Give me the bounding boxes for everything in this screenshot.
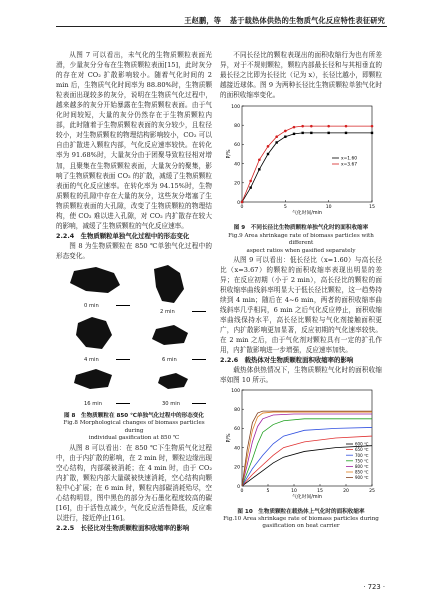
series-line xyxy=(242,411,372,486)
data-point xyxy=(249,187,251,189)
right-column xyxy=(220,50,382,531)
scale-bar xyxy=(192,403,206,404)
x-tick-label: 5 xyxy=(283,205,287,211)
x-tick-label: 25 xyxy=(369,488,375,494)
section-2-2-5: 2.2.5 长径比对生物质颗粒面积收缩率的影响 xyxy=(56,523,190,532)
y-tick-label: 0 xyxy=(237,484,240,490)
right-paragraph-1: 不同长径比的颗粒表现出的面积收缩行为也有所差异，对于不规则颗粒，颗粒内部最长径和与其相垂直的最长径之比即为长径比（记为 x），长径比越小，即颗粒越接近球体。图 9 为两种长径比生物质颗粒单独气化时的面积收缩率变化。 xyxy=(220,51,382,100)
section-2-2-4: 2.2.4 生物质颗粒单独气化过程中的形态变化 xyxy=(56,231,190,240)
x-axis-label: 气化时间/min xyxy=(292,494,322,500)
y-tick-label: 100 xyxy=(231,105,240,111)
plot-frame xyxy=(242,106,372,202)
data-point xyxy=(284,130,287,133)
data-point xyxy=(267,153,269,155)
figure-9-caption xyxy=(220,225,382,255)
fig8-caption-cn: 图 8 生物质颗粒在 850 ℃单独气化过程中的形态变化 xyxy=(63,412,205,419)
figure-8-caption xyxy=(56,413,212,443)
data-point xyxy=(327,132,329,134)
y-tick-label: 0 xyxy=(237,201,240,207)
series-line xyxy=(242,418,372,485)
legend-label: 650 ℃ xyxy=(355,446,369,452)
data-point xyxy=(301,125,304,128)
left-column xyxy=(56,50,212,533)
particle-4min xyxy=(76,317,112,349)
morph-label-5: 30 min xyxy=(162,400,181,407)
data-point xyxy=(293,133,295,135)
data-point xyxy=(284,136,286,138)
y-tick-label: 60 xyxy=(234,426,240,432)
data-point xyxy=(241,201,244,204)
legend-label: 800 ℃ xyxy=(355,463,369,469)
legend-label: 850 ℃ xyxy=(355,469,369,475)
data-point xyxy=(258,159,261,162)
series-line xyxy=(242,412,372,486)
data-point xyxy=(310,132,312,134)
left-paragraph-1: 从图 7 可以看出，未气化的生物质颗粒表面光滑，少量灰分分布在生物质颗粒表面[15]，此时灰分的存在对 CO₂ 扩散影响较小。随着气化时间的 2 min 后，生物质气化时间率为 88.80%时，生物质颗粒表面出现较多的灰分，说明在生物质气化过程中，越来越多的灰分开始暴露在生物质颗粒表面。由于气化时间较短，大量的灰分仍然存在于生物质颗粒内部，此时随着于生物质颗粒表面的灰分较少，且粒径较小，对生物质颗粒的物理结构影响较小，CO₂ 可以自由扩散进入颗粒内部，气化反应速率较快。在转化率为 91.68%时，大量灰分由于团聚导致粒径相对增加，且聚集在生物质颗粒表面，大量灰分的聚集，影响了生物质颗粒表面 CO₂ 的扩散，减缓了生物质颗粒表面的气化反应速率。在转化率为 94.15%时，生物质颗粒的孔隙中存在大量的灰分，这些灰分堵塞了生物质颗粒表面的大孔隙，改变了生物质颗粒的物理结构，使 CO₂ 难以进入孔隙，对 CO₂ 内扩散存在较大的影响，减缓了生物质颗粒的气化反应速率。 xyxy=(56,51,212,230)
series-line xyxy=(242,414,372,486)
data-point xyxy=(258,168,260,170)
data-point xyxy=(345,125,348,128)
morph-label-0: 0 min xyxy=(84,302,99,309)
fig10-caption-en-1: Fig.10 Area shrinkage rate of biomass particles during xyxy=(223,515,379,522)
y-tick-label: 80 xyxy=(234,407,240,413)
fig9-caption-cn: 图 9 不同长径比生物质颗粒单独气化时的面积收缩率 xyxy=(233,225,369,232)
running-title xyxy=(184,16,385,26)
particle-2min xyxy=(154,265,184,303)
fig10-caption-cn: 图 10 生物质颗粒在载热体上气化时的面积收缩率 xyxy=(237,508,365,515)
morph-label-2: 4 min xyxy=(84,356,99,363)
x-tick-label: 5 xyxy=(266,488,270,494)
data-point xyxy=(327,125,330,128)
x-tick-label: 10 xyxy=(325,205,332,211)
header-rule xyxy=(56,26,387,27)
scale-bar xyxy=(192,311,206,312)
figure-8-morphology-grid xyxy=(56,263,212,413)
fig9-caption-en-1: Fig.9 Area shrinkage rate of biomass particles with different xyxy=(228,232,374,247)
x-tick-label: 0 xyxy=(240,488,244,494)
header-authors: 王赵鹏，等 xyxy=(184,16,222,25)
legend-label: x=1.60 xyxy=(341,156,358,162)
y-tick-label: 20 xyxy=(234,465,240,471)
right-paragraph-2: 从图 9 可以看出：低长径比（x=1.60）与高长径比（x=3.67）的颗粒的面积收缩率表现出明显的差异；在反应初期（小于 2 min），高长径比的颗粒的面积收缩率曲线斜率明显大于低长径比颗粒，这一趋势持续到 4 min；随后在 4~6 min，两者的面积收缩率曲线斜率几乎相同，6 min 之后气化反应停止，面积收缩率曲线保持水平，高长径比颗粒与气化剂接触面积更广，内扩散影响更加显著，反应初期的气化速率较快。在 2 min 之后，由于气化剂对颗粒具有一定的扩孔作用，内扩散影响进一步增强，反应速率加快。 xyxy=(220,255,382,355)
data-point xyxy=(301,132,303,134)
fig9-caption-en-2: aspect ratios when gasified separately xyxy=(246,247,356,254)
particle-6min xyxy=(152,325,188,345)
data-point xyxy=(275,136,278,139)
data-point xyxy=(267,145,270,148)
y-tick-label: 100 xyxy=(231,388,240,394)
particle-16min xyxy=(74,369,112,389)
data-point xyxy=(371,132,373,134)
y-tick-label: 80 xyxy=(234,124,240,130)
page-header xyxy=(0,0,427,38)
figure-10-caption xyxy=(220,509,382,531)
x-tick-label: 15 xyxy=(369,205,375,211)
y-tick-label: 20 xyxy=(234,181,240,187)
data-point xyxy=(275,142,277,144)
data-point xyxy=(293,126,296,129)
scale-bar xyxy=(192,359,206,360)
fig10-caption-en-2: gasification on heat carrier xyxy=(262,523,340,530)
y-axis-label: P/% xyxy=(227,432,232,443)
morphology-images xyxy=(56,263,212,413)
legend-label: 750 ℃ xyxy=(355,457,369,463)
left-paragraph-2: 图 8 为生物质颗粒在 850 ℃单独气化过程中的形态变化。 xyxy=(56,241,212,260)
header-title: 基于载热体供热的生物质气化反应特性表征研究 xyxy=(229,16,385,25)
scale-bar xyxy=(116,359,130,360)
y-tick-label: 40 xyxy=(234,445,240,451)
data-point xyxy=(249,180,252,183)
legend-label: x=3.67 xyxy=(341,162,358,168)
x-axis-label: 气化时间/min xyxy=(292,211,322,217)
x-tick-label: 20 xyxy=(343,488,349,494)
morph-label-3: 6 min xyxy=(162,356,177,363)
particle-30min xyxy=(158,373,188,389)
scale-bar xyxy=(116,305,130,306)
data-point xyxy=(310,125,313,128)
legend-label: 900 ℃ xyxy=(355,474,369,480)
fig8-caption-en-1: Fig.8 Morphological changes of biomass particles during xyxy=(63,420,205,434)
x-tick-label: 10 xyxy=(291,488,297,494)
legend-label: 600 ℃ xyxy=(355,441,369,447)
data-point xyxy=(345,132,347,134)
section-2-2-6: 2.2.6 载热体对生物质颗粒面积收缩率的影响 xyxy=(220,356,354,365)
x-tick-label: 0 xyxy=(240,205,244,211)
morph-label-1: 2 min xyxy=(160,308,175,315)
legend-label: 700 ℃ xyxy=(355,452,369,458)
fig8-caption-en-2: individual gasification at 850 ℃ xyxy=(88,435,180,442)
left-paragraph-3: 从图 8 可以看出：在 850 ℃下生物质气化过程中，由于内扩散的影响，在 2 min 时，颗粒边缘出现空心结构，内部碳被消耗；在 4 min 时，由于 CO₂ 内扩散，颗粒内部大量碳被快速消耗，空心结构向颗粒中心扩展；在 6 min 时，颗粒内部碳消耗殆尽，空心结构明显，图中黑色的部分为石墨化程度较高的碳[16]，由于活性点减少，气化反应活性降低，反应难以进行，接近停止[16]。 xyxy=(56,443,212,522)
y-tick-label: 40 xyxy=(234,162,240,168)
figure-9-chart xyxy=(220,100,382,222)
scale-bar xyxy=(116,403,130,404)
x-tick-label: 15 xyxy=(317,488,323,494)
right-paragraph-3: 载热体供热情况下，生物质颗粒气化时的面积收缩率如图 10 所示。 xyxy=(220,366,382,385)
figure-10-chart xyxy=(220,386,382,506)
y-tick-label: 60 xyxy=(234,143,240,149)
page-number: · 723 · xyxy=(363,583,385,591)
data-point xyxy=(371,125,374,128)
morph-label-4: 16 min xyxy=(84,400,103,407)
y-axis-label: P/% xyxy=(227,149,232,159)
particle-0min xyxy=(70,267,120,293)
